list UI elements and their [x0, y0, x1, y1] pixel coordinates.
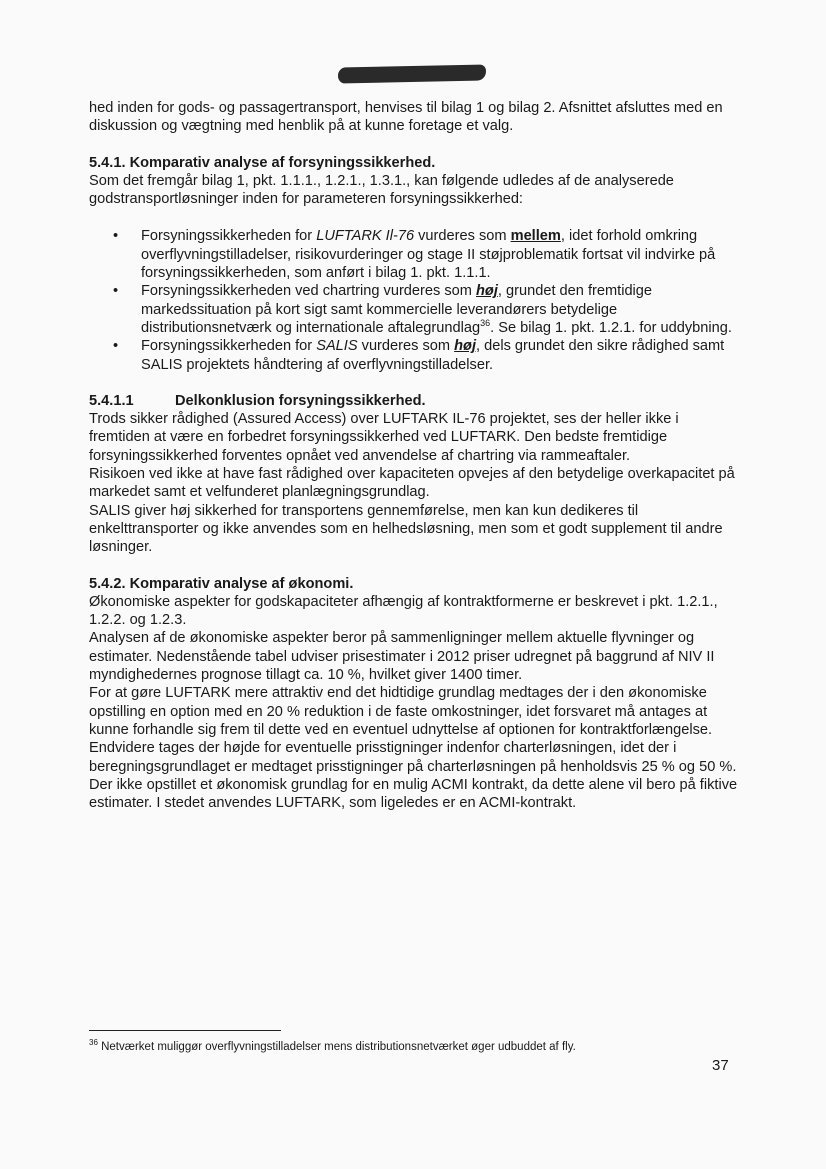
- list-item: • Forsyningssikkerheden for SALIS vurderes som høj, dels grundet den sikre rådighed samt SALIS projektets håndtering af overflyvningstilladelser.: [129, 337, 739, 374]
- paragraph: Økonomiske aspekter for godskapaciteter afhængig af kontraktformerne er beskrevet i pkt. 1.2.1., 1.2.2. og 1.2.3.: [89, 593, 718, 629]
- paragraph: For at gøre LUFTARK mere attraktiv end det hidtidige grundlag medtages der i den økonomiske opstilling en option med en 20 % reduktion i de faste omkostninger, idet forsvaret må antages at kunne forhandle sig frem til dette ved en eventuel udnyttelse af optionen for kontraktforlængelse. Endvidere tages der højde for eventuelle prisstigninger indenfor charterløsningen, idet der i beregningsgrundlaget er medtaget prisstigninger på charterløsningen på henholdsvis 25 % og 50 %. Der ikke opstillet et økonomisk grundlag for en mulig ACMI kontrakt, da dette alene vil bero på fiktive estimater. I stedet anvendes LUFTARK, som ligeledes er en ACMI-kontrakt.: [89, 685, 738, 812]
- footnote-number: 36: [89, 1038, 98, 1048]
- section-5-4-1-intro: Som det fremgår bilag 1, pkt. 1.1.1., 1.2.1., 1.3.1., kan følgende udledes af de analyserede godstransportløsninger inden for parameteren forsyningssikkerhed:: [89, 172, 674, 208]
- redaction-mark: [338, 64, 486, 83]
- section-heading-5-4-1-1: 5.4.1.1 Delkonklusion forsyningssikkerhed.: [89, 392, 426, 409]
- page-number: 37: [712, 1057, 729, 1074]
- list-item: • Forsyningssikkerheden ved chartring vurderes som høj, grundet den fremtidige markedssituation på kort sigt samt kommercielle leverandørers betydelige distributionsnetværk og internationale aftalegrundlag$^{36}$. Se bilag 1. pkt. 1.2.1. for uddybning.: [129, 282, 739, 337]
- footnote: [89, 1040, 729, 1054]
- paragraph: SALIS giver høj sikkerhed for transportens gennemførelse, men kan kun dedikeres til enkelttransporter og ikke anvendes som en helhedsløsning, men som et godt supplement til andre løsninger.: [89, 502, 723, 556]
- paragraph: Risikoen ved ikke at have fast rådighed over kapaciteten opvejes af den betydelige overkapacitet på markedet samt et velfunderet planlægningsgrundlag.: [89, 466, 735, 501]
- supply-security-list: [89, 227, 739, 373]
- document-body: [89, 99, 739, 812]
- list-item: • Forsyningssikkerheden for LUFTARK Il-76 vurderes som mellem, idet forhold omkring overflyvningstilladelser, risikovurderinger og stage II støjproblematik fortsat vil indvirke på forsyningssikkerheden, som anført i bilag 1. pkt. 1.1.1.: [129, 227, 739, 282]
- paragraph: Trods sikker rådighed (Assured Access) over LUFTARK IL-76 projektet, ses der heller ikke i fremtiden at være en forbedret forsyningssikkerhed ved LUFTARK. Den bedste fremtidige forsyningssikkerhed forventes opnået ved anvendelse af chartring via rammeaftaler.: [89, 411, 679, 464]
- footnote-ref: 36: [480, 318, 491, 329]
- paragraph: Analysen af de økonomiske aspekter beror på sammenligninger mellem aktuelle flyvninger og estimater. Nedenstående tabel udviser prisestimater i 2012 priser udregnet på baggrund af NIV II myndighedernes prognose tillagt ca. 10 %, hvilket giver 1400 timer.: [89, 630, 715, 684]
- footnote-divider: [89, 1030, 281, 1031]
- rating-label: mellem: [510, 228, 561, 245]
- section-heading-5-4-2: 5.4.2. Komparativ analyse af økonomi.: [89, 575, 354, 592]
- rating-label: høj: [476, 283, 498, 300]
- section-heading-5-4-1: 5.4.1. Komparativ analyse af forsyningssikkerhed.: [89, 154, 436, 171]
- intro-paragraph: hed inden for gods- og passagertransport, henvises til bilag 1 og bilag 2. Afsnittet afsluttes med en diskussion og vægtning med henblik på at kunne foretage et valg.: [89, 100, 723, 135]
- rating-label: høj: [454, 338, 476, 355]
- footnote-text: Netværket muliggør overflyvningstilladelser mens distributionsnetværket øger udbuddet af fly.: [97, 1041, 576, 1053]
